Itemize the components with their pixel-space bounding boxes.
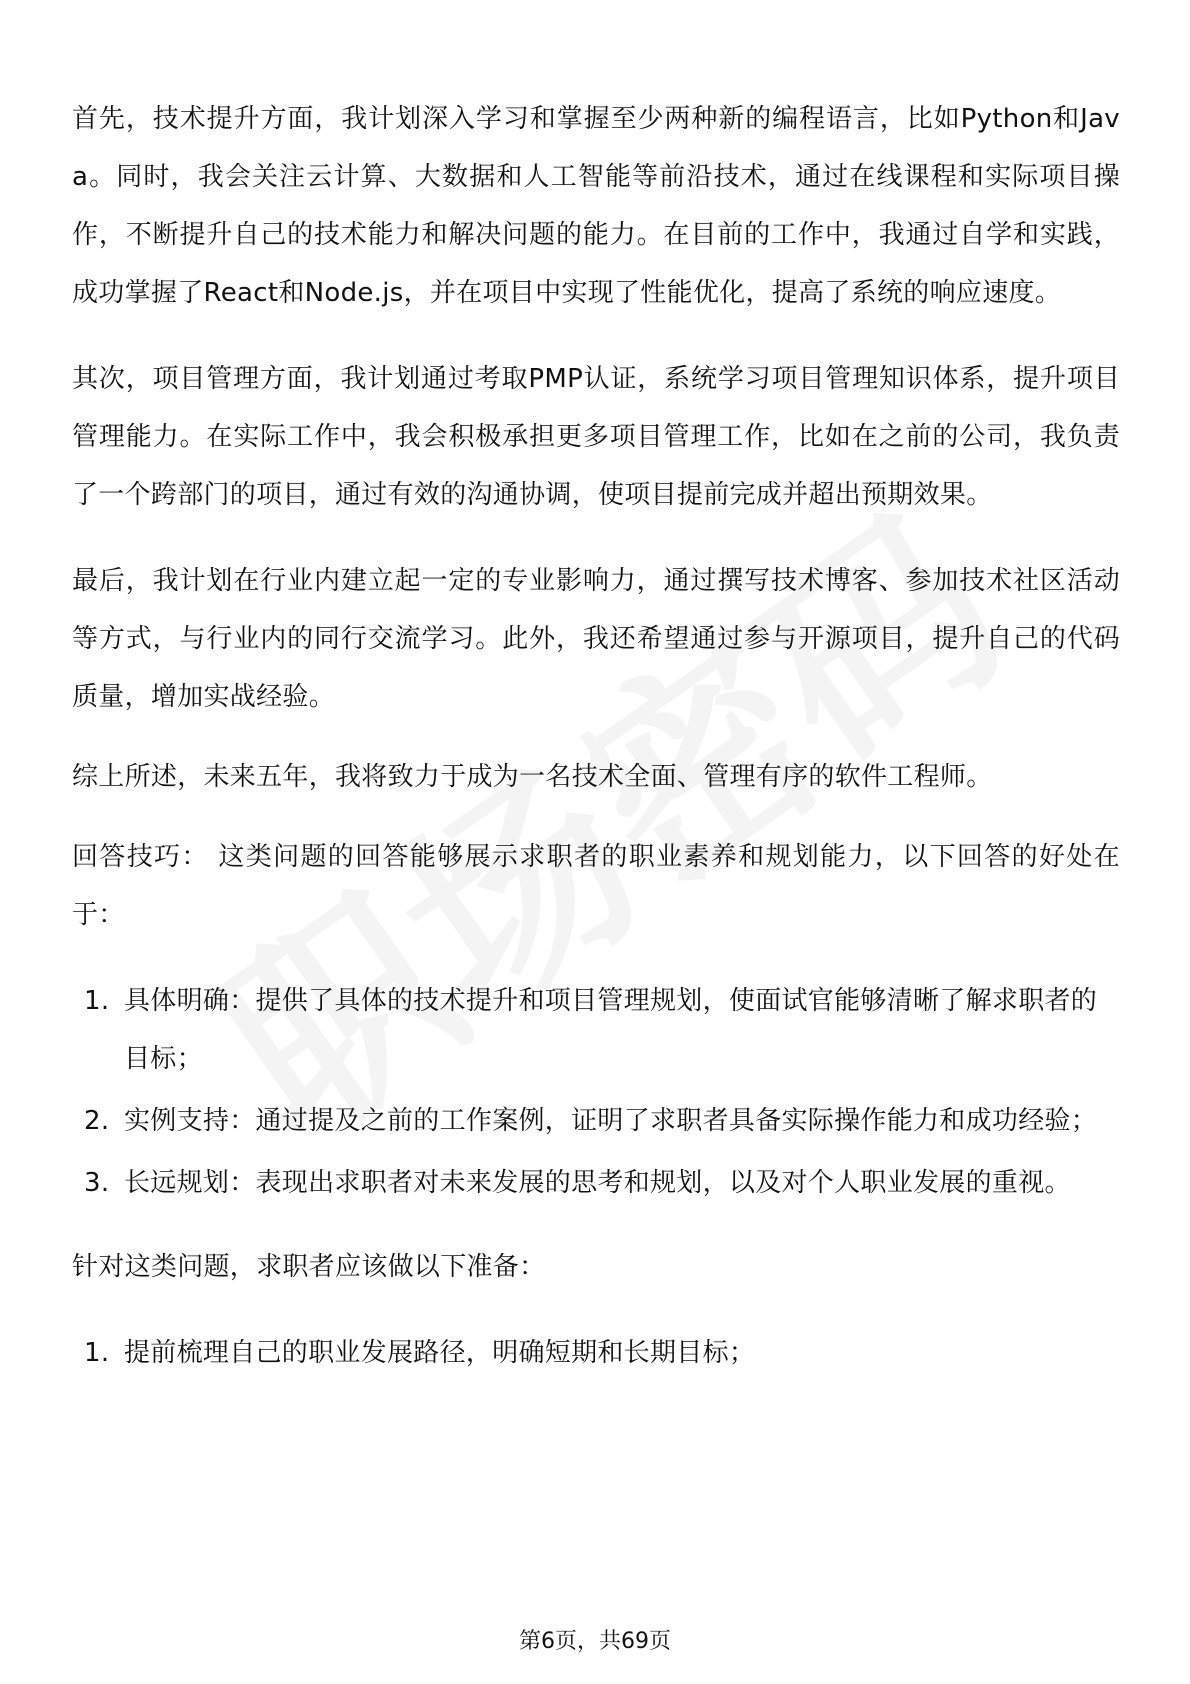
- paragraph-tech-improvement: 首先，技术提升方面，我计划深入学习和掌握至少两种新的编程语言，比如Python和Java。同时，我会关注云计算、大数据和人工智能等前沿技术，通过在线课程和实际项目操作，不断提升自己的技术能力和解决问题的能力。在目前的工作中，我通过自学和实践，成功掌握了React和Node.js，并在项目中实现了性能优化，提高了系统的响应速度。: [72, 104, 1120, 308]
- list-item-text: 具体明确：提供了具体的技术提升和项目管理规划，使面试官能够清晰了解求职者的目标；: [124, 986, 1098, 1074]
- paragraph-project-management: 其次，项目管理方面，我计划通过考取PMP认证，系统学习项目管理知识体系，提升项目管理能力。在实际工作中，我会积极承担更多项目管理工作，比如在之前的公司，我负责了一个跨部门的项目，通过有效的沟通协调，使项目提前完成并超出预期效果。: [72, 364, 1120, 510]
- list-item-text: 提前梳理自己的职业发展路径，明确短期和长期目标；: [124, 1338, 756, 1368]
- list-number: 1.: [84, 986, 110, 1016]
- list-item: [72, 1154, 1120, 1212]
- list-number: 3.: [84, 1168, 110, 1198]
- prep-list: [72, 1324, 1120, 1382]
- document-body: [72, 90, 1120, 1408]
- page-number-footer: 第6页，共69页: [519, 1629, 671, 1654]
- list-number: 1.: [84, 1338, 110, 1368]
- paragraph-industry-influence: 最后，我计划在行业内建立起一定的专业影响力，通过撰写技术博客、参加技术社区活动等方式，与行业内的同行交流学习。此外，我还希望通过参与开源项目，提升自己的代码质量，增加实战经验。: [72, 566, 1120, 712]
- list-item-text: 长远规划：表现出求职者对未来发展的思考和规划，以及对个人职业发展的重视。: [124, 1168, 1071, 1198]
- paragraph-answer-tips: 回答技巧： 这类问题的回答能够展示求职者的职业素养和规划能力，以下回答的好处在于：: [72, 842, 1120, 930]
- list-item-text: 实例支持：通过提及之前的工作案例，证明了求职者具备实际操作能力和成功经验；: [124, 1106, 1098, 1136]
- paragraph-preparation: 针对这类问题，求职者应该做以下准备：: [72, 1252, 546, 1282]
- list-item: [72, 1092, 1120, 1150]
- list-item: [72, 1324, 1120, 1382]
- tips-list: [72, 972, 1120, 1212]
- paragraph-summary: 综上所述，未来五年，我将致力于成为一名技术全面、管理有序的软件工程师。: [72, 762, 993, 792]
- list-item: [72, 972, 1120, 1088]
- list-number: 2.: [84, 1106, 110, 1136]
